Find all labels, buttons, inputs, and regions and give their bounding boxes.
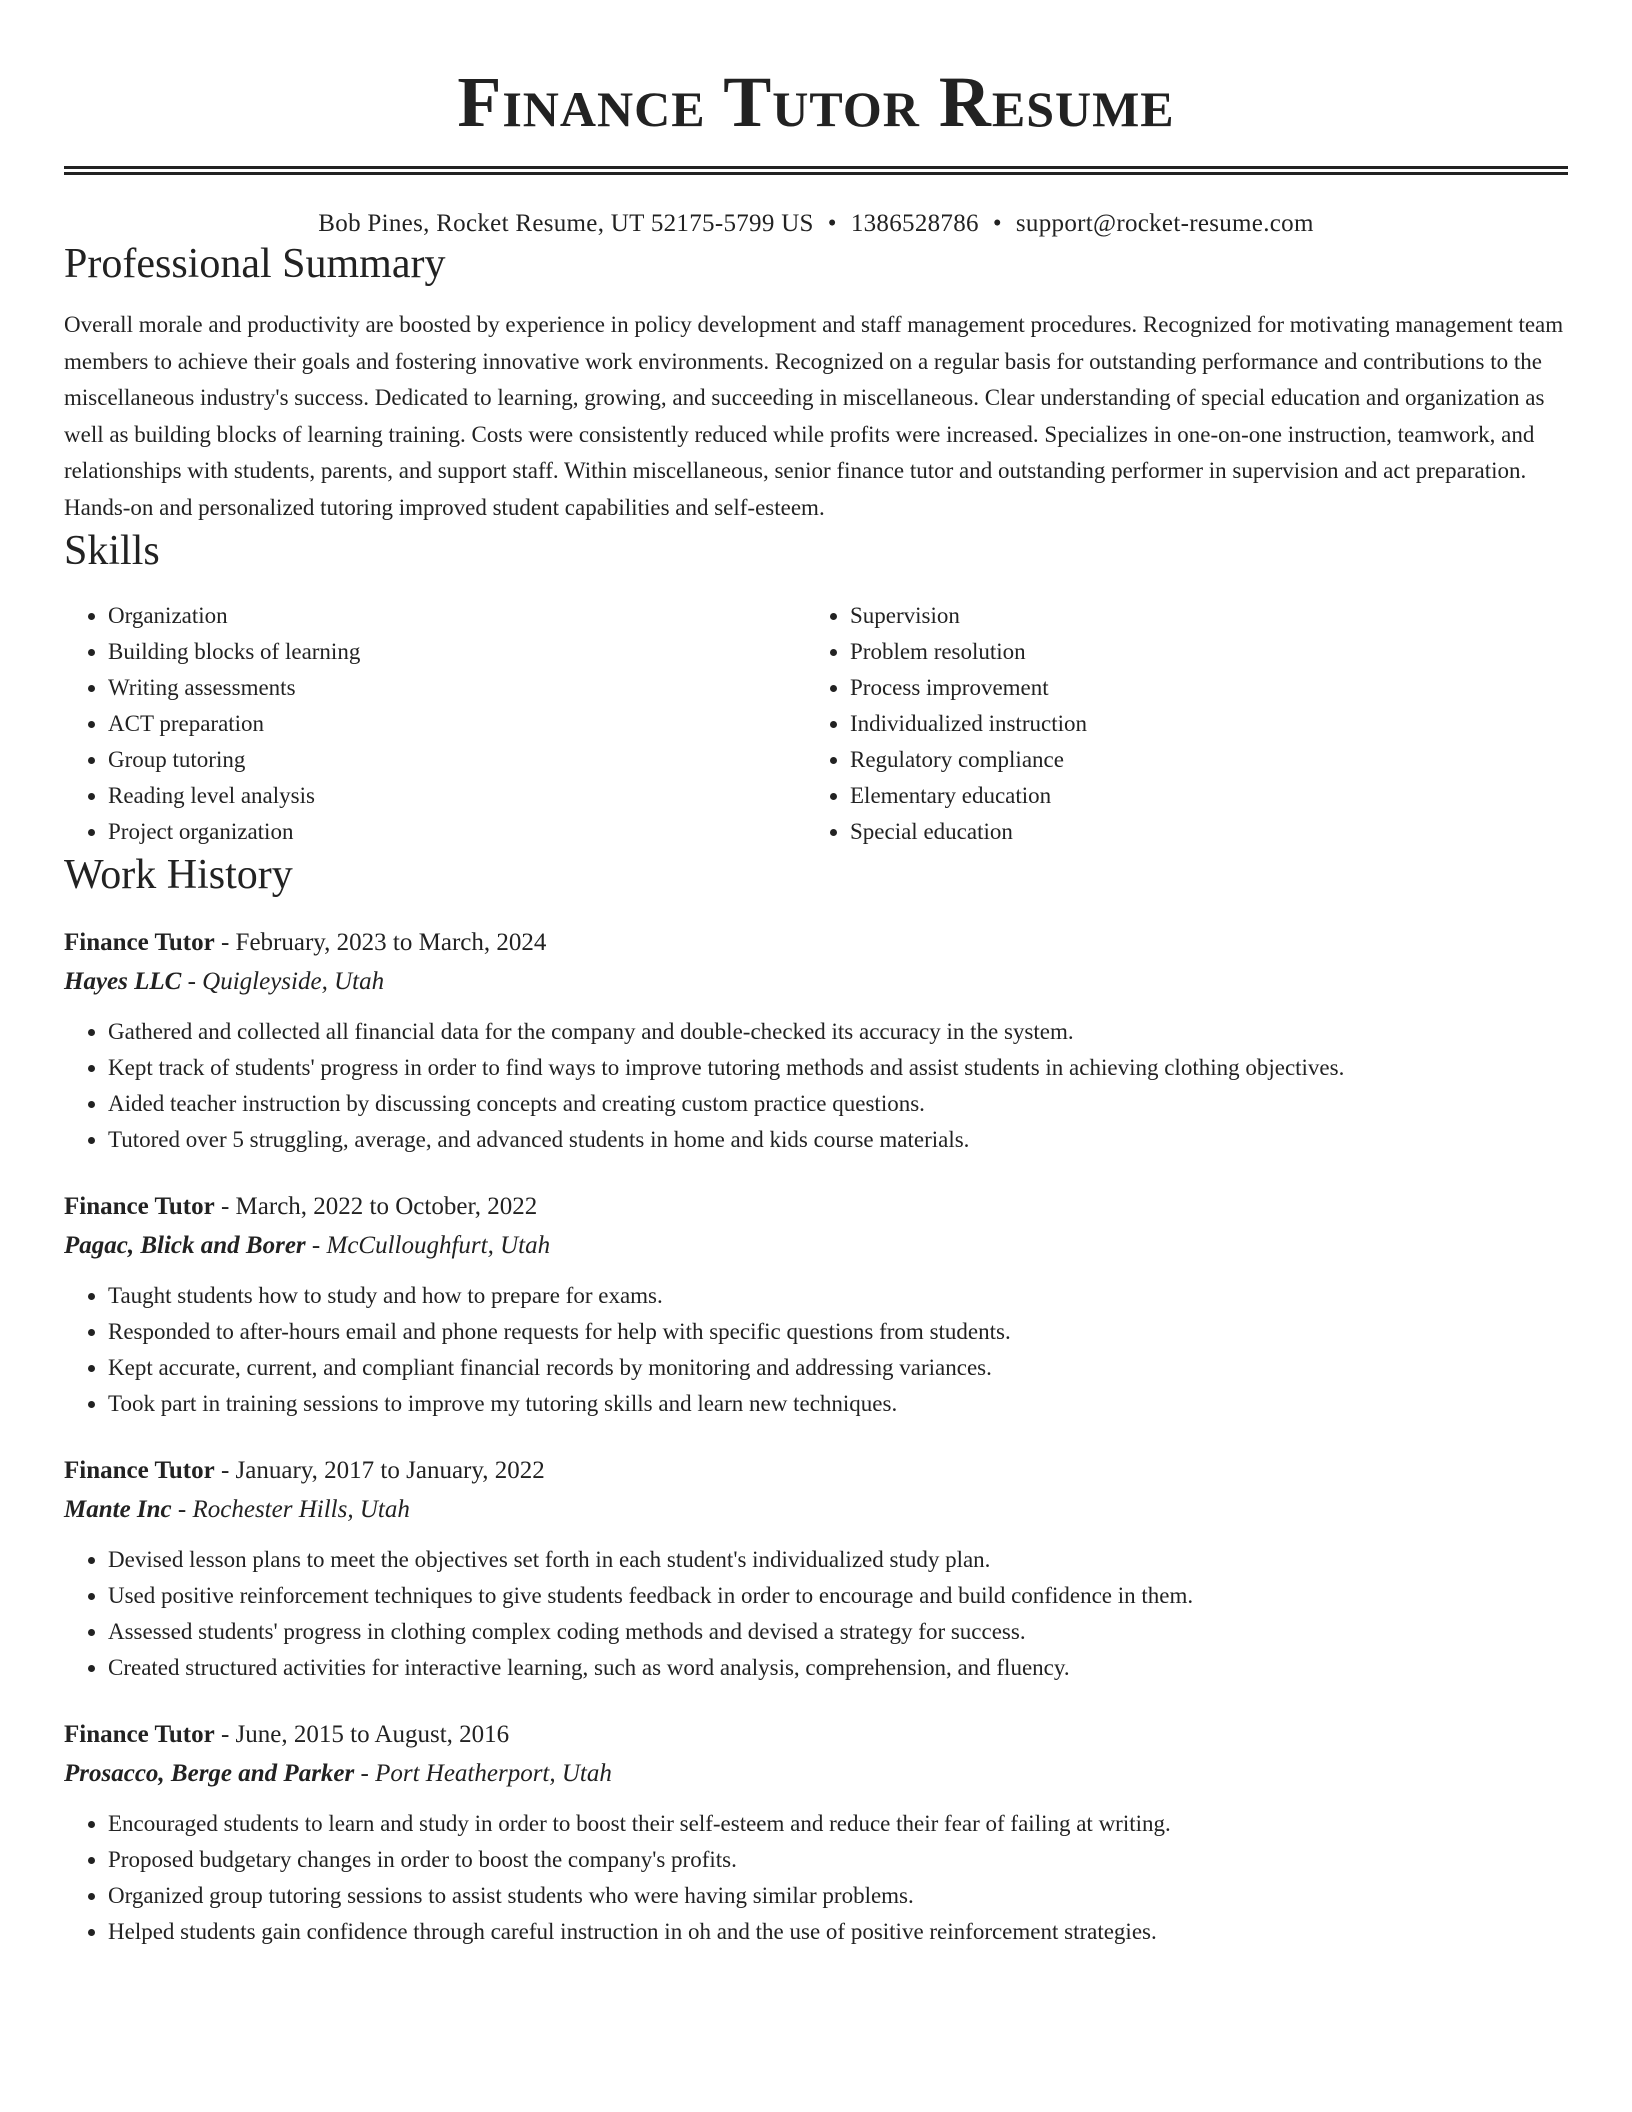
job-location: - Quigleyside, Utah [181, 968, 385, 995]
job-bullets [64, 1278, 1568, 1422]
job-entry [64, 1716, 1568, 1950]
job-location: - Rochester Hills, Utah [171, 1496, 410, 1523]
job-bullet: • Used positive reinforcement techniques to give students feedback in order to encourage and build confidence in them. [108, 1578, 1568, 1614]
job-location: - McCulloughfurt, Utah [305, 1232, 551, 1259]
skill-item: • Group tutoring [108, 742, 806, 778]
skill-item: • Reading level analysis [108, 778, 806, 814]
skills-list [64, 598, 1568, 850]
job-company-line [64, 1490, 1568, 1530]
skill-item: • Organization [108, 598, 806, 634]
skills-column-left [64, 598, 806, 850]
job-bullets [64, 1806, 1568, 1950]
job-bullets [64, 1014, 1568, 1158]
job-company-line [64, 962, 1568, 1002]
skill-item: • Building blocks of learning [108, 634, 806, 670]
job-entry [64, 1452, 1568, 1686]
contact-email: support@rocket-resume.com [1015, 210, 1314, 237]
job-bullet: • Aided teacher instruction by discussing concepts and creating custom practice questions. [108, 1086, 1568, 1122]
job-bullet: • Tutored over 5 struggling, average, and advanced students in home and kids course materials. [108, 1122, 1568, 1158]
skill-item: • Individualized instruction [850, 706, 1548, 742]
contact-separator: • [827, 210, 837, 237]
job-bullet: • Kept accurate, current, and compliant financial records by monitoring and addressing variances. [108, 1350, 1568, 1386]
job-dates: - January, 2017 to January, 2022 [214, 1457, 545, 1484]
skills-column-right [806, 598, 1548, 850]
job-bullet: • Devised lesson plans to meet the objectives set forth in each student's individualized study plan. [108, 1542, 1568, 1578]
job-company: Prosacco, Berge and Parker [64, 1760, 355, 1787]
job-title: Finance Tutor [64, 1193, 215, 1220]
job-bullet: • Proposed budgetary changes in order to boost the company's profits. [108, 1842, 1568, 1878]
contact-phone: 1386528786 [850, 210, 979, 237]
job-bullet: • Helped students gain confidence through careful instruction in oh and the use of positive reinforcement strategies. [108, 1914, 1568, 1950]
job-dates: - March, 2022 to October, 2022 [214, 1193, 538, 1220]
title-divider [64, 166, 1568, 175]
job-company: Mante Inc [64, 1496, 172, 1523]
summary-heading: Professional Summary [64, 241, 446, 287]
skill-item: • Writing assessments [108, 670, 806, 706]
job-bullet: • Gathered and collected all financial data for the company and double-checked its accuracy in the system. [108, 1014, 1568, 1050]
contact-separator: • [992, 210, 1002, 237]
work-history-heading: Work History [64, 852, 293, 898]
job-title-line [64, 1716, 1568, 1754]
job-entry [64, 1188, 1568, 1422]
job-dates: - June, 2015 to August, 2016 [214, 1721, 510, 1748]
job-title-line [64, 1452, 1568, 1490]
job-bullet: • Responded to after-hours email and phone requests for help with specific questions from students. [108, 1314, 1568, 1350]
job-title-line [64, 1188, 1568, 1226]
job-company-line [64, 1754, 1568, 1794]
job-bullets [64, 1542, 1568, 1686]
job-location: - Port Heatherport, Utah [354, 1760, 612, 1787]
resume-page [64, 0, 1568, 1950]
skills-heading: Skills [64, 528, 160, 574]
skill-item: • Regulatory compliance [850, 742, 1548, 778]
job-company: Hayes LLC [64, 968, 182, 995]
job-company: Pagac, Blick and Borer [64, 1232, 306, 1259]
job-bullet: • Created structured activities for interactive learning, such as word analysis, comprehension, and fluency. [108, 1650, 1568, 1686]
job-title: Finance Tutor [64, 1457, 215, 1484]
job-bullet: • Took part in training sessions to improve my tutoring skills and learn new techniques. [108, 1386, 1568, 1422]
skill-item: • Special education [850, 814, 1548, 850]
resume-title: Finance Tutor Resume [457, 62, 1175, 142]
job-dates: - February, 2023 to March, 2024 [214, 929, 547, 956]
skill-item: • Project organization [108, 814, 806, 850]
skill-item: • Supervision [850, 598, 1548, 634]
job-bullet: • Organized group tutoring sessions to assist students who were having similar problems. [108, 1878, 1568, 1914]
job-bullet: • Assessed students' progress in clothing complex coding methods and devised a strategy for success. [108, 1614, 1568, 1650]
job-title-line [64, 924, 1568, 962]
skill-item: • Problem resolution [850, 634, 1548, 670]
skill-item: • ACT preparation [108, 706, 806, 742]
job-bullet: • Taught students how to study and how to prepare for exams. [108, 1278, 1568, 1314]
job-bullet: • Encouraged students to learn and study in order to boost their self-esteem and reduce their fear of failing at writing. [108, 1806, 1568, 1842]
job-bullet: • Kept track of students' progress in order to find ways to improve tutoring methods and assist students in achieving clothing objectives. [108, 1050, 1568, 1086]
skill-item: • Process improvement [850, 670, 1548, 706]
contact-address: Bob Pines, Rocket Resume, UT 52175-5799 US [318, 210, 814, 237]
job-title: Finance Tutor [64, 929, 215, 956]
job-company-line [64, 1226, 1568, 1266]
job-title: Finance Tutor [64, 1721, 215, 1748]
summary-text: Overall morale and productivity are boosted by experience in policy development and staff management procedures. Recognized for motivating management team members to achieve their goals and fostering innovative work environments. Recognized on a regular basis for outstanding performance and contributions to the miscellaneous industry's success. Dedicated to learning, growing, and succeeding in miscellaneous. Clear understanding of special education and organization as well as building blocks of learning training. Costs were consistently reduced while profits were increased. Specializes in one-on-one instruction, teamwork, and relationships with students, parents, and support staff. Within miscellaneous, senior finance tutor and outstanding performer in supervision and act preparation. Hands-on and personalized tutoring improved student capabilities and self-esteem. [64, 312, 1564, 520]
contact-line [64, 209, 1568, 239]
skill-item: • Elementary education [850, 778, 1548, 814]
job-entry [64, 924, 1568, 1158]
